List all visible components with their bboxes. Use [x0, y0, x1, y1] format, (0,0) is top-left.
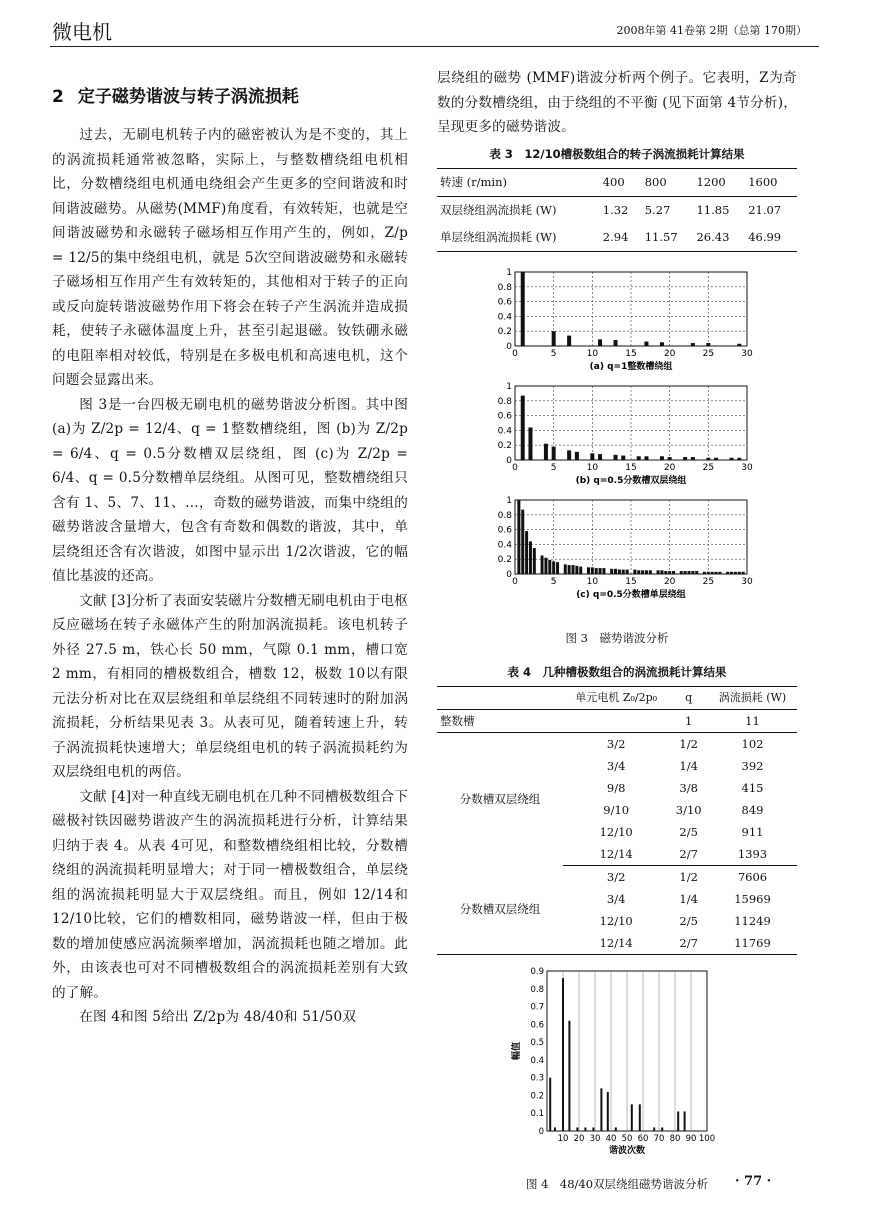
bar	[529, 541, 532, 574]
figure-3-caption: 图 3 磁势谐波分析	[565, 630, 669, 645]
bar	[626, 569, 629, 573]
y-tick-label: 0.6	[497, 411, 512, 422]
bar	[615, 1127, 617, 1131]
bar	[684, 1111, 686, 1131]
x-tick-label: 70	[653, 1133, 665, 1144]
x-tick-label: 30	[741, 576, 753, 587]
bar	[592, 1127, 594, 1131]
bar	[549, 1077, 551, 1130]
y-tick-label: 0.2	[530, 1090, 544, 1101]
table4	[437, 686, 797, 955]
table4-group-label: 分数槽双层绕组	[459, 791, 541, 806]
table3-header-label: 转速 (r/min)	[437, 168, 600, 196]
chart-figure-4	[437, 963, 797, 1158]
table4-cell: 2/7	[669, 843, 708, 866]
paragraph-4: 文献 [4]对一种直线无刷电机在几种不同槽极数组合下磁极衬铁因磁势谐波产生的涡流损耗进行分析，计算结果归纳于表 4。从表 4可见，和整数槽绕组相比较，分数槽绕组的涡流损耗明显增大；对于同一槽极数组合，单层绕组的涡流损耗明显大于双层绕组。而且，例如 12/14和 12/10比较，它们的槽数相同，磁势谐波一样，但由于极数的增加使感应涡流频率增加，涡流损耗也随之增加。此外，由该表也可对不同槽极数组合的涡流损耗差别有大致的了解。	[52, 788, 408, 1001]
table4-cell: 9/8	[606, 780, 626, 795]
bar	[618, 569, 621, 573]
table4-header: 单元电机 Z₀/2p₀	[563, 686, 669, 709]
bar	[672, 571, 675, 574]
bar	[602, 568, 605, 574]
table4-header: q	[669, 686, 708, 709]
bar	[661, 1127, 663, 1131]
x-tick-label: 80	[669, 1133, 681, 1144]
bar	[631, 1104, 633, 1131]
table4-group-label: 分数槽双层绕组	[459, 902, 541, 917]
y-tick-label: 0.2	[497, 326, 512, 337]
y-tick-label: 0.6	[497, 525, 512, 536]
table4-cell: 1/4	[679, 758, 698, 773]
figure-3	[437, 266, 797, 608]
table3-speed: 1200	[693, 168, 745, 196]
x-tick-label: 25	[702, 462, 715, 473]
paragraph-5: 在图 4和图 5给出 Z/2p为 48/40和 51/50双	[79, 1009, 357, 1025]
bar	[637, 570, 640, 574]
x-tick-label: 15	[625, 576, 637, 587]
issue-info: 2008年第 41卷第 2期（总第 170期）	[616, 24, 807, 37]
table4-cell: 11769	[708, 932, 797, 955]
y-tick-label: 0.8	[497, 396, 512, 407]
bar	[568, 565, 571, 574]
bar	[567, 335, 571, 345]
bar	[584, 1127, 586, 1131]
table3	[437, 168, 797, 252]
bar	[579, 566, 582, 573]
table4-header	[437, 686, 563, 709]
y-tick-label: 0.2	[497, 440, 512, 451]
y-tick-label: 0	[506, 455, 512, 466]
bar	[706, 457, 710, 459]
paragraph-3: 文献 [3]分析了表面安装磁片分数槽无刷电机由于电枢反应磁场在转子永磁体产生的附加涡流损耗。该电机转子外径 27.5 m，铁心长 50 mm，气隙 0.1 mm，槽口宽 2 mm，有相同的槽极数组合，槽数 12，极数 10以有限元法分析对比在双层绕组和单层绕组不同转速时的附加涡流损耗，分析结果见表 3。从表可见，随着转速上升，转子涡流损耗快速增大；单层绕组电机的转子涡流损耗约为双层绕组电机的两倍。	[52, 592, 408, 780]
bar	[742, 571, 745, 573]
bar	[657, 570, 660, 574]
bar	[552, 446, 556, 459]
y-tick-label: 0.4	[530, 1055, 544, 1066]
bar	[575, 451, 579, 459]
bar	[726, 571, 729, 573]
bar	[614, 454, 618, 459]
bar	[707, 571, 710, 573]
paragraph-continued: 层绕组的磁势 (MMF)谐波分析两个例子。它表明，Z为奇数的分数槽绕组，由于绕组的不平衡 (见下面第 4节分析)，呈现更多的磁势谐波。	[437, 70, 797, 135]
table4-cell: 3/2	[606, 736, 626, 751]
bar	[649, 570, 652, 574]
table3-cell: 5.27	[644, 202, 671, 217]
table4-cell	[563, 709, 669, 732]
bar	[730, 571, 733, 573]
bar	[660, 342, 664, 346]
bar	[517, 500, 520, 574]
table4-cell: 11	[708, 709, 797, 732]
table4-cell: 9/10	[603, 802, 630, 817]
bar	[562, 978, 564, 1131]
x-tick-label: 0	[512, 576, 518, 587]
bar	[521, 509, 524, 573]
bar	[737, 343, 741, 345]
x-tick-label: 30	[741, 348, 753, 359]
x-tick-label: 20	[663, 462, 676, 473]
table4-cell: 3/4	[606, 758, 626, 773]
bar	[622, 569, 625, 573]
table4-cell: 2/7	[669, 932, 708, 955]
x-tick-label: 5	[550, 576, 557, 587]
bar	[528, 427, 532, 460]
table4-cell: 102	[741, 736, 764, 751]
y-tick-label: 0.5	[530, 1037, 544, 1048]
bar	[591, 567, 594, 574]
y-tick-label: 0.4	[497, 539, 512, 550]
bar	[688, 571, 691, 574]
bar	[734, 571, 737, 573]
journal-name: 微电机	[52, 20, 112, 44]
table3-cell: 11.57	[644, 229, 678, 244]
paragraph-1: 过去，无刷电机转子内的磁密被认为是不变的，其上的涡流损耗通常被忽略，实际上，与整数槽绕组电机相比，分数槽绕组电机通电绕组会产生更多的空间谐波和时间谐波磁势。从磁势(MMF)角度看，有效转矩，也就是空间谐波磁势和永磁转子磁场相互作用产生的，例如，Z/p = 12/5的集中绕组电机，就是 5次空间谐波磁势和永磁转子磁场相互作用产生有效转矩的，其他相对于转子的正向或反向旋转谐波磁势作用下将会在转子产生涡流并造成损耗，使转子永磁体温度上升，甚至引起退磁。钕铁硼永磁的电阻率相对较低，特别是在多极电机和高速电机，这个问题会显露出来。	[52, 127, 408, 388]
x-tick-label: 30	[589, 1133, 601, 1144]
bar	[548, 559, 551, 573]
table4-cell: 12/14	[563, 932, 669, 955]
table4-cell: 3/2	[606, 869, 626, 884]
chart-a	[437, 266, 797, 376]
table4-cell: 3/10	[675, 802, 702, 817]
table4-cell: 1393	[708, 843, 797, 866]
y-tick-label: 0.8	[530, 984, 544, 995]
bar	[552, 561, 555, 574]
x-tick-label: 5	[550, 348, 557, 359]
y-tick-label: 0	[506, 569, 512, 580]
bar	[614, 340, 618, 346]
x-tick-label: 15	[625, 348, 637, 359]
table4-cell: 15969	[734, 891, 771, 906]
y-tick-label: 0	[538, 1126, 544, 1137]
x-tick-label: 15	[625, 462, 637, 473]
x-tick-label: 10	[586, 462, 599, 473]
bar	[554, 1127, 556, 1131]
table3-cell: 2.94	[602, 229, 629, 244]
bar	[544, 443, 548, 459]
table4-header: 涡流损耗 (W)	[708, 686, 797, 709]
table4-cell: 392	[741, 758, 764, 773]
left-column	[52, 62, 408, 1030]
header-rule	[50, 46, 819, 47]
bar	[677, 1111, 679, 1131]
right-column	[437, 66, 797, 1200]
bar	[572, 565, 575, 574]
table4-cell: 1/2	[679, 736, 698, 751]
x-tick-label: 0	[512, 348, 518, 359]
table3-row-label: 单层绕组涡流损耗 (W)	[440, 229, 557, 244]
y-axis-label: 幅值	[512, 1041, 522, 1060]
bar	[637, 456, 641, 460]
bar	[595, 568, 598, 574]
table3-cell: 46.99	[748, 229, 782, 244]
bar	[683, 457, 687, 460]
y-tick-label: 0.8	[497, 282, 512, 293]
y-tick-label: 1	[506, 381, 512, 392]
section-number: 2	[52, 87, 64, 107]
y-tick-label: 0.1	[530, 1108, 544, 1119]
figure-4-caption: 图 4 48/40双层绕组磁势谐波分析	[525, 1176, 709, 1191]
bar	[644, 341, 648, 345]
bar	[737, 457, 741, 459]
bar	[738, 571, 741, 573]
x-tick-label: 10	[586, 348, 599, 359]
bar	[587, 567, 590, 574]
bar	[641, 570, 644, 574]
bar	[525, 531, 528, 574]
bar	[521, 272, 525, 346]
section-heading	[52, 82, 408, 107]
x-tick-label: 25	[702, 576, 715, 587]
bar	[544, 557, 547, 573]
bar	[533, 548, 536, 574]
table4-cell: 1/4	[679, 891, 698, 906]
table4-cell: 12/10	[599, 824, 633, 839]
bar	[567, 450, 571, 460]
bar	[660, 570, 663, 574]
table4-cell: 2/5	[679, 913, 698, 928]
table3-cell: 26.43	[696, 229, 730, 244]
bar	[639, 1104, 641, 1131]
chart-subtitle: (a) q=1整数槽绕组	[589, 361, 673, 372]
chart-subtitle: (c) q=0.5分数槽单层绕组	[576, 589, 686, 600]
bar	[653, 1127, 655, 1131]
y-tick-label: 0.9	[530, 966, 544, 977]
table4-cell: 849	[741, 802, 764, 817]
bar	[564, 564, 567, 574]
bar	[715, 571, 718, 573]
chart-subtitle: (b) q=0.5分数槽双层绕组	[575, 475, 687, 486]
x-tick-label: 30	[741, 462, 753, 473]
x-tick-label: 20	[663, 348, 676, 359]
y-tick-label: 0.6	[530, 1019, 544, 1030]
table4-cell: 911	[741, 824, 764, 839]
bar	[598, 454, 602, 460]
page-number: · 77 ·	[735, 1174, 772, 1189]
table3-cell: 1.32	[602, 202, 629, 217]
bar	[660, 456, 664, 460]
bar	[610, 568, 613, 573]
bar	[684, 571, 687, 574]
x-tick-label: 60	[637, 1133, 649, 1144]
table3-caption: 表 3 12/10槽极数组合的转子涡流损耗计算结果	[489, 146, 745, 161]
bar	[644, 456, 648, 460]
table3-cell: 21.07	[748, 202, 782, 217]
x-tick-label: 25	[702, 348, 715, 359]
table4-row-label: 整数槽	[437, 709, 563, 732]
bar	[691, 571, 694, 574]
x-tick-label: 20	[663, 576, 676, 587]
bar	[703, 571, 706, 573]
section-title: 定子磁势谐波与转子涡流损耗	[77, 87, 299, 107]
bar	[645, 570, 648, 574]
bar	[541, 555, 544, 574]
table3-cell: 11.85	[696, 202, 730, 217]
table4-cell: 3/8	[679, 780, 698, 795]
bar	[706, 343, 710, 346]
y-tick-label: 0	[506, 341, 512, 352]
paragraph-2: 图 3是一台四极无刷电机的磁势谐波分析图。其中图 (a)为 Z/2p = 12/4、q = 1整数槽绕组，图 (b)为 Z/2p = 6/4、q = 0.5分数槽双层绕组，图 (c)为 Z/2p = 6/4、q = 0.5分数槽单层绕组。从图可见，整数槽绕组只含有 1、5、7、11、…，奇数的磁势谐波，而集中绕组的磁势谐波含量增大，包含有奇数和偶数的谐波，其中，单层绕组还含有次谐波，如图中显示出 1/2次谐波，它的幅值比基波的还高。	[52, 396, 408, 584]
x-tick-label: 5	[550, 462, 557, 473]
y-tick-label: 0.3	[530, 1073, 544, 1084]
bar	[621, 455, 625, 459]
bar	[714, 457, 718, 459]
y-tick-label: 0.6	[497, 297, 512, 308]
bar	[730, 457, 734, 459]
bar	[718, 571, 721, 573]
table3-speed: 1600	[745, 168, 797, 196]
bar	[668, 571, 671, 574]
bar	[568, 1020, 570, 1130]
y-tick-label: 0.2	[497, 554, 512, 565]
chart-b	[437, 380, 797, 490]
y-tick-label: 1	[506, 495, 512, 506]
table4-cell: 1/2	[679, 869, 698, 884]
table4-cell: 12/10	[599, 913, 633, 928]
bar	[556, 562, 559, 574]
bar	[691, 457, 695, 460]
table4-caption: 表 4 几种槽极数组合的涡流损耗计算结果	[507, 664, 727, 679]
bar	[575, 565, 578, 573]
bar	[599, 568, 602, 574]
y-tick-label: 0.8	[497, 510, 512, 521]
table3-speed: 800	[642, 168, 694, 196]
y-tick-label: 1	[506, 267, 512, 278]
bar	[598, 339, 602, 346]
table4-cell: 415	[741, 780, 764, 795]
bar	[614, 568, 617, 573]
x-tick-label: 100	[698, 1133, 716, 1144]
y-tick-label: 0.4	[497, 425, 512, 436]
bar	[576, 1127, 578, 1131]
table3-speed: 400	[600, 168, 642, 196]
bar	[552, 331, 556, 346]
x-tick-label: 50	[621, 1133, 633, 1144]
chart-c	[437, 494, 797, 604]
bar	[668, 457, 672, 460]
table4-cell: 3/4	[606, 891, 626, 906]
bar	[607, 1091, 609, 1130]
bar	[664, 571, 667, 574]
y-tick-label: 0.7	[530, 1002, 544, 1013]
x-axis-label: 谐波次数	[608, 1145, 646, 1156]
table4-cell: 2/5	[679, 824, 698, 839]
x-tick-label: 90	[685, 1133, 697, 1144]
bar	[633, 569, 636, 573]
x-tick-label: 10	[586, 576, 599, 587]
table3-row-label: 双层绕组涡流损耗 (W)	[440, 202, 557, 217]
bar	[695, 571, 698, 574]
x-tick-label: 0	[512, 462, 518, 473]
y-tick-label: 0.4	[497, 311, 512, 322]
bar	[711, 571, 714, 573]
table4-cell: 1	[669, 709, 708, 732]
x-tick-label: 20	[573, 1133, 585, 1144]
bar	[600, 1088, 602, 1131]
bar	[521, 395, 525, 459]
x-tick-label: 10	[557, 1133, 569, 1144]
x-tick-label: 40	[605, 1133, 617, 1144]
table4-cell: 7606	[737, 869, 768, 884]
bar	[691, 343, 695, 346]
table4-cell: 11249	[734, 913, 771, 928]
bar	[590, 453, 594, 460]
table4-cell: 12/14	[563, 843, 669, 866]
bar	[680, 571, 683, 574]
